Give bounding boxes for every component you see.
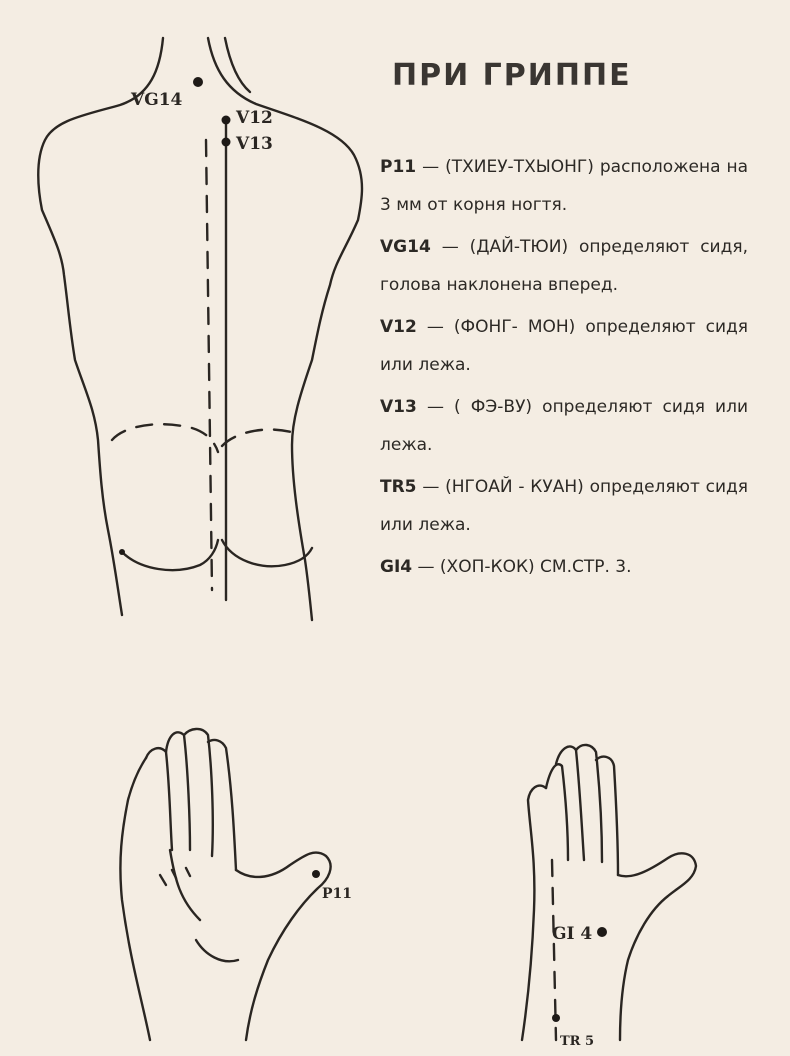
- point-text: — ( ФЭ-ВУ) определяют сидя или лежа.: [380, 397, 748, 455]
- point-code: P11: [380, 157, 417, 177]
- point-code: TR5: [380, 477, 417, 497]
- point-item: [380, 148, 748, 224]
- point-code: V12: [380, 317, 417, 337]
- point-item: [380, 388, 748, 464]
- palm-figure: [120, 729, 330, 1040]
- point-code: VG14: [380, 237, 431, 257]
- point-text: — (НГОАЙ - КУАН) определяют сидя или лежа.: [380, 477, 749, 535]
- point-code: V13: [380, 397, 417, 417]
- point-item: [380, 228, 748, 304]
- point-code: GI4: [380, 557, 413, 577]
- point-text: — (ФОНГ- МОН) определяют сидя или лежа.: [380, 317, 749, 375]
- label-tr5: TR 5: [560, 1034, 595, 1049]
- hand-back-figure: [522, 745, 696, 1040]
- point-text: — (ХОП-КОК) СМ.СТР. 3.: [417, 557, 632, 577]
- point-item: [380, 468, 748, 544]
- label-p11: P11: [322, 886, 353, 902]
- label-vg14: VG14: [131, 90, 183, 110]
- point-descriptions: [380, 148, 748, 590]
- point-item: [380, 308, 748, 384]
- label-v13: V13: [236, 134, 273, 154]
- label-gi4: GI 4: [552, 924, 593, 944]
- page-title: ПРИ ГРИППЕ: [392, 58, 632, 93]
- label-v12: V12: [236, 108, 273, 128]
- point-text: — (ДАЙ-ТЮИ) определяют сидя, голова наклонена вперед.: [380, 237, 748, 295]
- point-text: — (ТХИЕУ-ТХЫОНГ) расположена на 3 мм от корня ногтя.: [380, 157, 749, 215]
- point-item: [380, 548, 748, 586]
- back-figure: [38, 38, 362, 620]
